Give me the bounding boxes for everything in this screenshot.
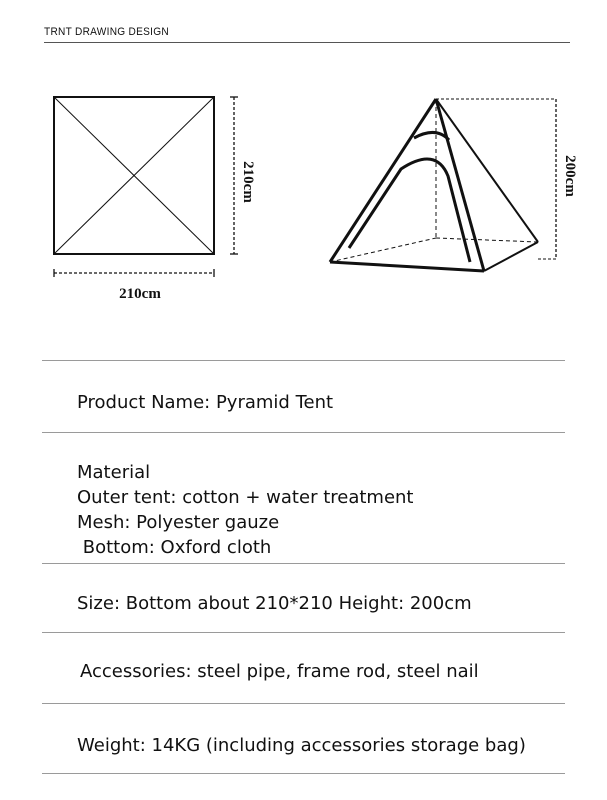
tent-drawing bbox=[0, 0, 607, 360]
bottom-material: Bottom: Oxford cloth bbox=[77, 537, 272, 558]
tent-door-flap bbox=[414, 132, 449, 140]
floor-width-label: 210cm bbox=[119, 286, 161, 302]
tent-door bbox=[349, 159, 470, 262]
product-name: Product Name: Pyramid Tent bbox=[77, 392, 334, 413]
divider bbox=[42, 360, 565, 361]
divider bbox=[42, 773, 565, 774]
header-title: TRNT DRAWING DESIGN bbox=[44, 26, 170, 38]
outer-tent-material: Outer tent: cotton + water treatment bbox=[77, 487, 414, 508]
tent-height-label: 200cm bbox=[562, 155, 578, 197]
divider bbox=[42, 703, 565, 704]
weight-spec: Weight: 14KG (including accessories storage bag) bbox=[77, 735, 526, 756]
mesh-material: Mesh: Polyester gauze bbox=[77, 512, 280, 533]
divider bbox=[42, 432, 565, 433]
pyramid-tent bbox=[330, 99, 578, 271]
floor-depth-label: 210cm bbox=[240, 161, 256, 203]
divider bbox=[42, 563, 565, 564]
divider bbox=[42, 632, 565, 633]
floor-plan bbox=[54, 97, 256, 302]
material-heading: Material bbox=[77, 462, 151, 483]
size-spec: Size: Bottom about 210*210 Height: 200cm bbox=[77, 593, 472, 614]
accessories-spec: Accessories: steel pipe, frame rod, steel nail bbox=[80, 661, 479, 682]
